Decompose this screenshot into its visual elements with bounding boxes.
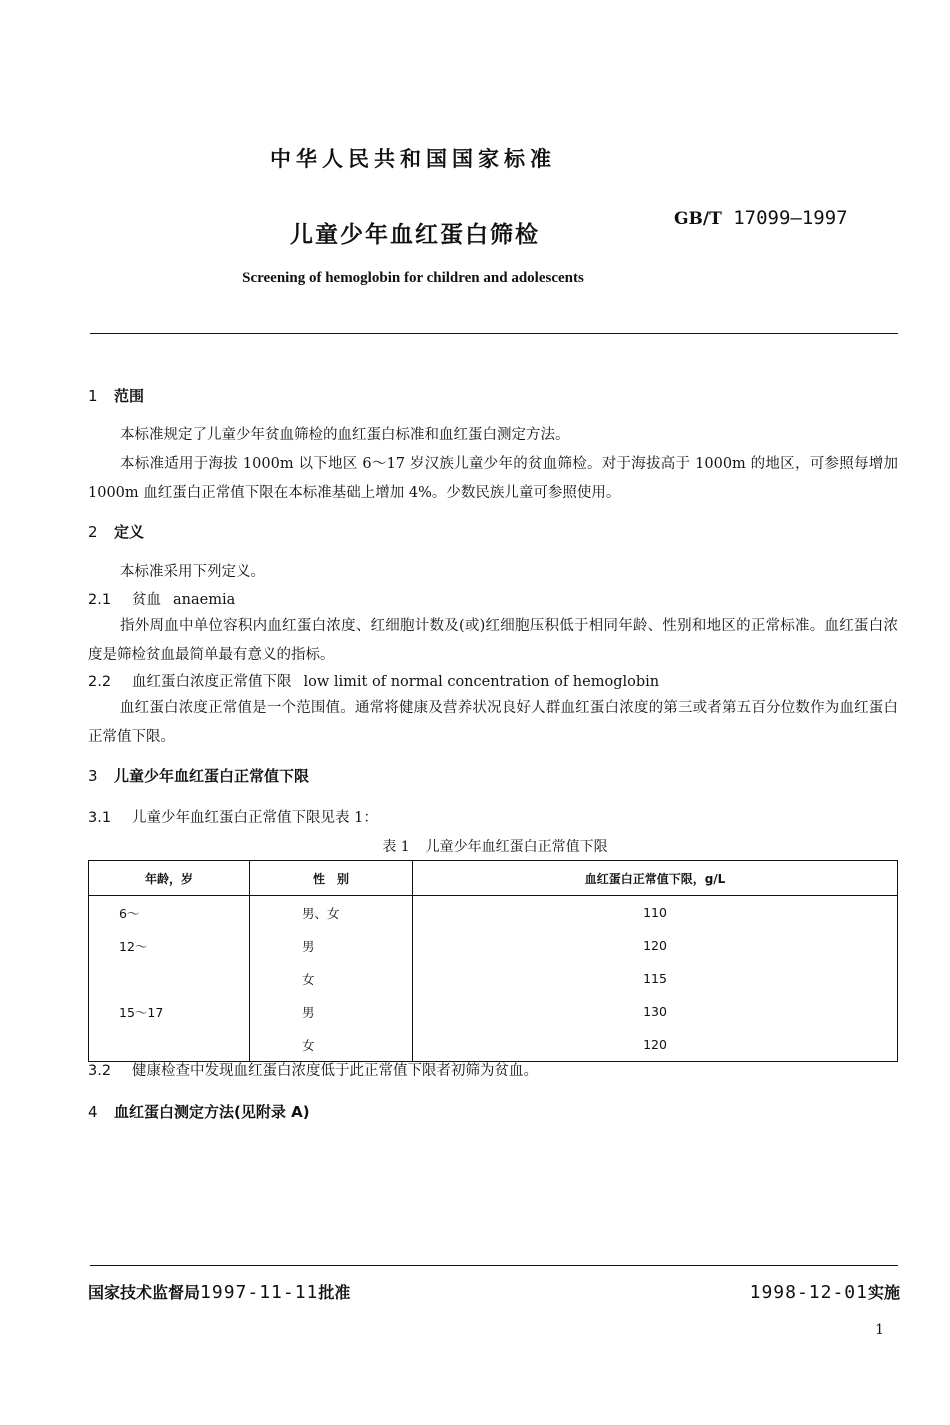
page-number: 1 [875, 1322, 884, 1338]
subsection-2-1-paragraph: 指外周血中单位容积内血红蛋白浓度、红细胞计数及(或)红细胞压积低于相同年龄、性别和地区的正常标准。血红蛋白浓度是筛检贫血最简单最有意义的指标。 [88, 618, 898, 663]
header-hemoglobin-limit: 血红蛋白正常值下限，g/L [413, 861, 898, 896]
cell-sex: 女 [250, 962, 413, 995]
cell-value: 130 [413, 995, 898, 1028]
subsection-text: 儿童少年血红蛋白正常值下限见表 1： [132, 810, 378, 826]
section-4-heading [88, 1101, 310, 1122]
section-title: 血红蛋白测定方法(见附录 A) [114, 1103, 310, 1121]
standard-number: 17099—1997 [733, 207, 848, 229]
cell-sex: 女 [250, 1028, 413, 1062]
cell-age [89, 962, 250, 995]
hemoglobin-table [88, 860, 898, 1062]
term-chinese: 血红蛋白浓度正常值下限 [132, 674, 292, 690]
table-title: 儿童少年血红蛋白正常值下限 [425, 839, 608, 855]
standard-code [674, 207, 848, 229]
document-title: 儿童少年血红蛋白筛检 [290, 222, 540, 248]
subsection-number: 2.2 [88, 674, 112, 690]
standard-prefix: GB/T [674, 209, 722, 229]
section-2-paragraph: 本标准采用下列定义。 [120, 564, 265, 580]
cell-age: 12～ [89, 929, 250, 962]
approval-line [88, 1280, 350, 1303]
table-header-row [89, 861, 898, 896]
approval-date: 1997-11-11 [200, 1282, 319, 1303]
cell-age [89, 1028, 250, 1062]
term-english: anaemia [173, 592, 236, 608]
section-number: 4 [88, 1103, 98, 1121]
section-number: 1 [88, 387, 98, 405]
effective-line [750, 1280, 900, 1303]
approval-label: 批准 [318, 1283, 351, 1302]
header-age: 年龄，岁 [89, 861, 250, 896]
section-title: 定义 [114, 523, 145, 541]
issuer: 国家技术监督局 [88, 1283, 201, 1302]
table-row [89, 1028, 898, 1062]
subsection-3-1 [88, 806, 378, 827]
subsection-number: 3.1 [88, 810, 112, 826]
cell-sex: 男 [250, 995, 413, 1028]
table-row [89, 995, 898, 1028]
section-1-heading [88, 385, 144, 406]
subsection-2-2-paragraph: 血红蛋白浓度正常值是一个范围值。通常将健康及营养状况良好人群血红蛋白浓度的第三或者第五百分位数作为血红蛋白正常值下限。 [88, 700, 898, 745]
section-title: 儿童少年血红蛋白正常值下限 [114, 767, 310, 785]
subsection-text: 健康检查中发现血红蛋白浓度低于此正常值下限者初筛为贫血。 [132, 1063, 538, 1079]
header-sex: 性 别 [250, 861, 413, 896]
subsection-2-1-heading [88, 588, 235, 609]
header-divider [90, 333, 898, 334]
table-row [89, 962, 898, 995]
national-standard-heading: 中华人民共和国国家标准 [270, 147, 556, 171]
subsection-number: 2.1 [88, 592, 112, 608]
cell-value: 115 [413, 962, 898, 995]
footer-divider [90, 1265, 898, 1266]
english-title: Screening of hemoglobin for children and adolescents [242, 270, 584, 286]
section-2-heading [88, 521, 144, 542]
section-3-heading [88, 765, 309, 786]
section-1-paragraph-2: 本标准适用于海拔 1000m 以下地区 6～17 岁汉族儿童少年的贫血筛检。对于海拔高于 1000m 的地区，可参照每增加 1000m 血红蛋白正常值下限在本标准基础上增加 4%。少数民族儿童可参照使用。 [88, 456, 898, 501]
table-number: 表 1 [382, 839, 410, 855]
subsection-number: 3.2 [88, 1063, 112, 1079]
subsection-3-2 [88, 1059, 538, 1080]
term-english: low limit of normal concentration of hemoglobin [303, 674, 660, 690]
term-chinese: 贫血 [132, 592, 161, 608]
table-row [89, 896, 898, 930]
cell-sex: 男、女 [250, 896, 413, 930]
table-caption [0, 836, 950, 856]
cell-value: 120 [413, 1028, 898, 1062]
cell-sex: 男 [250, 929, 413, 962]
effective-label: 实施 [867, 1283, 900, 1302]
section-number: 3 [88, 767, 98, 785]
effective-date: 1998-12-01 [749, 1282, 868, 1303]
cell-age: 6～ [89, 896, 250, 930]
table-row [89, 929, 898, 962]
subsection-2-2-heading [88, 670, 659, 691]
cell-value: 120 [413, 929, 898, 962]
section-1-paragraph-1: 本标准规定了儿童少年贫血筛检的血红蛋白标准和血红蛋白测定方法。 [120, 427, 570, 443]
cell-age: 15～17 [89, 995, 250, 1028]
section-number: 2 [88, 523, 98, 541]
cell-value: 110 [413, 896, 898, 930]
section-title: 范围 [114, 387, 145, 405]
